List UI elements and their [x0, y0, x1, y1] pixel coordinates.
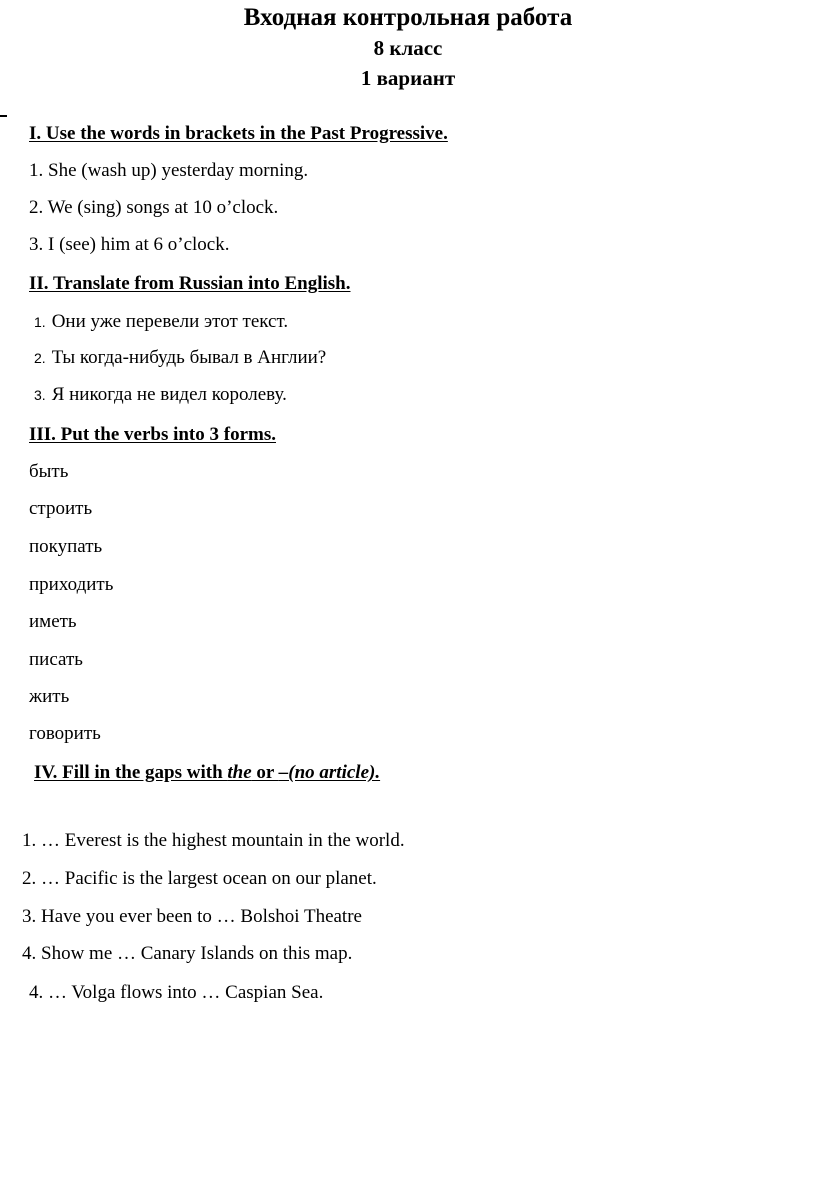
verb-item: писать [29, 649, 83, 670]
verb-item: жить [29, 686, 70, 707]
section-1-item: 1. She (wash up) yesterday morning. [29, 160, 309, 181]
verb-item: покупать [29, 536, 103, 557]
margin-mark [0, 115, 7, 117]
section-4-heading [34, 761, 380, 785]
section-1-heading: I. Use the words in brackets in the Past Progressive. [29, 123, 448, 144]
grade-label: 8 класс [373, 36, 443, 60]
page-title: Входная контрольная работа [243, 4, 573, 31]
item-text: Ты когда-нибудь бывал в Англии? [51, 347, 327, 368]
verb-item: строить [29, 498, 93, 519]
section-4-item: 4. Show me … Canary Islands on this map. [22, 943, 353, 964]
item-number: 3. [34, 387, 46, 403]
section-2-item [34, 383, 287, 407]
heading-the: the [227, 762, 252, 783]
section-4-item: 4. … Volga flows into … Caspian Sea. [29, 982, 324, 1003]
item-number: 1. [34, 314, 46, 330]
heading-text: or [251, 762, 279, 783]
verb-item: приходить [29, 574, 114, 595]
section-4-item: 2. … Pacific is the largest ocean on our planet. [22, 868, 377, 889]
section-2-heading: II. Translate from Russian into English. [29, 273, 351, 294]
section-4-item: 3. Have you ever been to … Bolshoi Theatre [22, 906, 362, 927]
variant-label: 1 вариант [360, 66, 456, 90]
section-1-item: 3. I (see) him at 6 o’clock. [29, 234, 230, 255]
heading-no-article: –(no article). [278, 762, 381, 783]
verb-item: говорить [29, 723, 101, 744]
verb-item: быть [29, 461, 69, 482]
section-4-item: 1. … Everest is the highest mountain in the world. [22, 830, 405, 851]
item-text: Я никогда не видел королеву. [51, 384, 287, 405]
section-1-item: 2. We (sing) songs at 10 o’clock. [29, 197, 279, 218]
section-2-item [34, 346, 326, 370]
verb-item: иметь [29, 611, 77, 632]
section-3-heading: III. Put the verbs into 3 forms. [29, 424, 276, 445]
item-text: Они уже перевели этот текст. [51, 311, 289, 332]
heading-text: IV. Fill in the gaps with [34, 762, 228, 783]
section-2-item [34, 310, 288, 334]
item-number: 2. [34, 350, 46, 366]
